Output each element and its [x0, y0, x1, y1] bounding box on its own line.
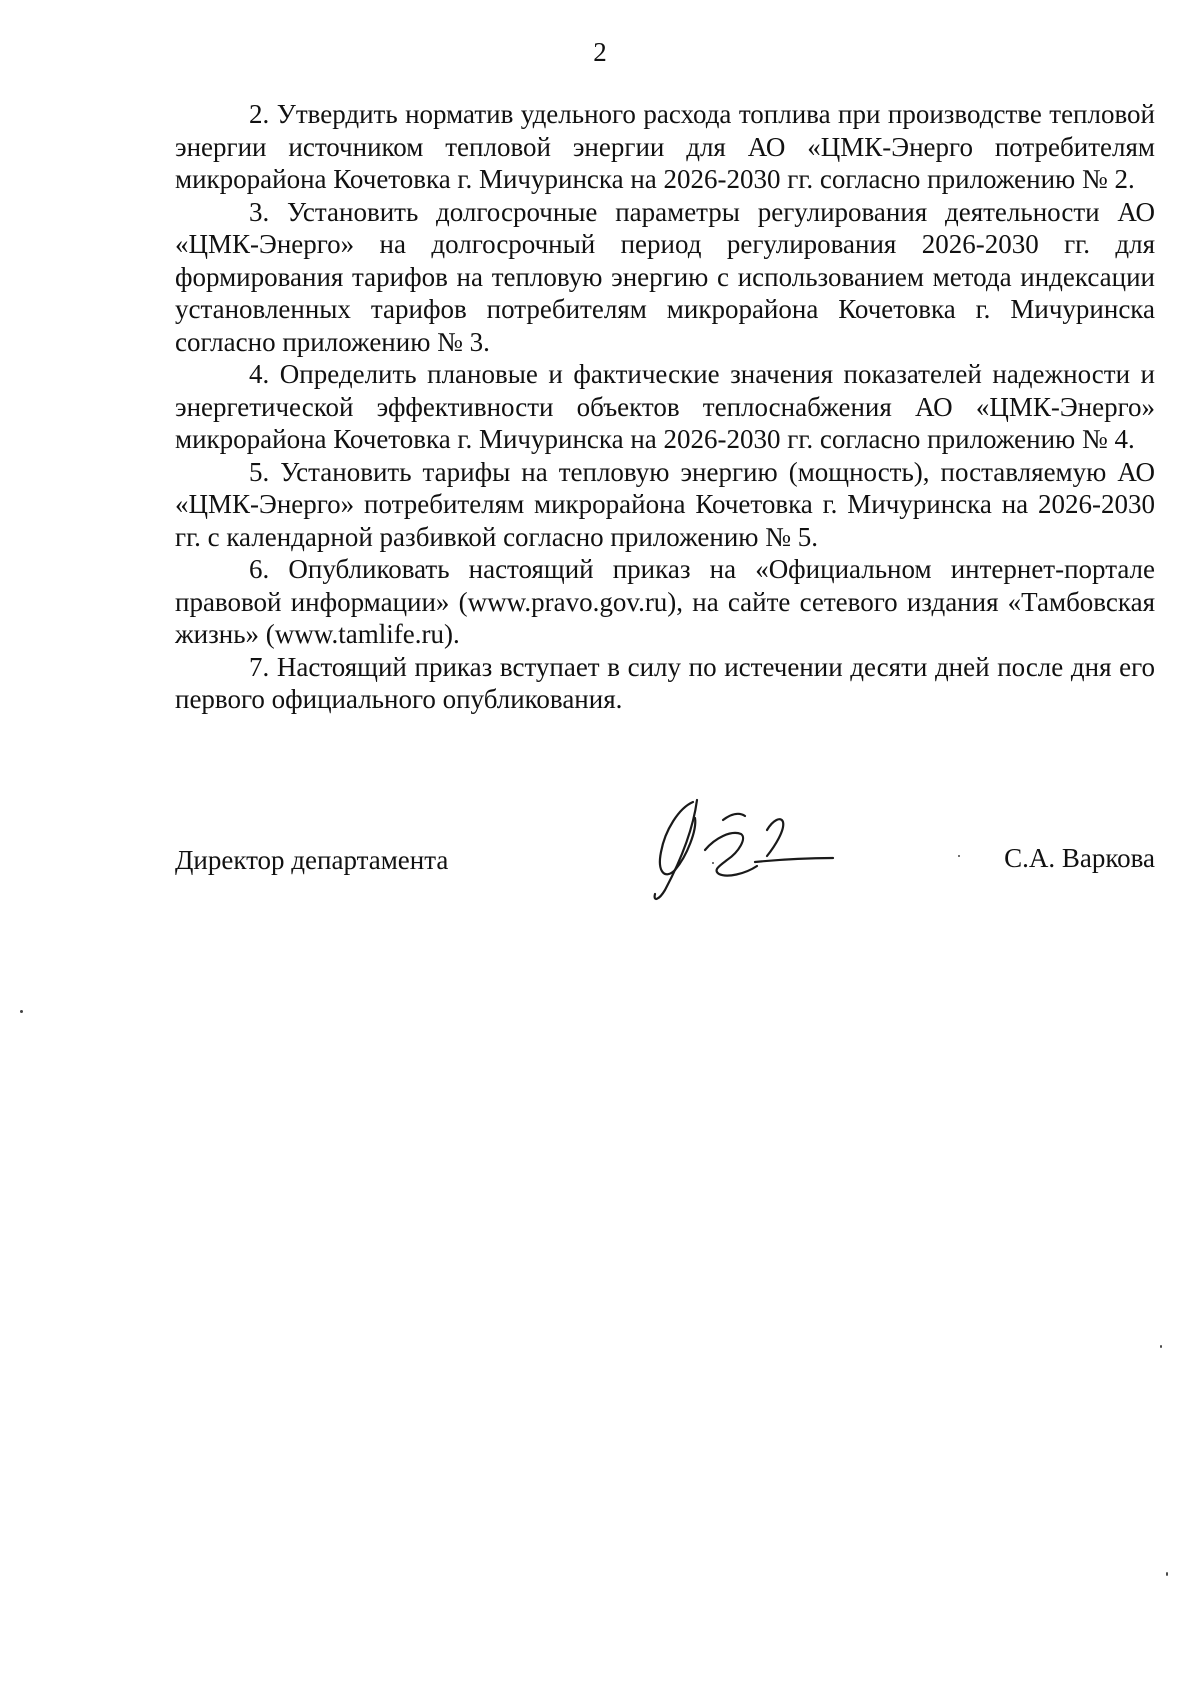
paragraph-item-4: 4. Определить плановые и фактические значения показателей надежности и энергетической эффективности объектов теплоснабжения АО «ЦМК-Энерго» микрорайона Кочетовка г. Мичуринска на 2026-2030 гг. согласно приложению № 4. [175, 359, 1155, 454]
signer-name: С.А. Варкова [1004, 843, 1155, 873]
scan-speck [20, 1010, 23, 1013]
paragraph-item-6: 6. Опубликовать настоящий приказ на «Официальном интернет-портале правовой информации» (www.pravo.gov.ru), на сайте сетевого издания «Тамбовская жизнь» (www.tamlife.ru). [175, 554, 1155, 649]
scan-speck [958, 855, 960, 857]
document-body [175, 98, 1155, 716]
paragraph-item-3: 3. Установить долгосрочные параметры регулирования деятельности АО «ЦМК-Энерго» на долгосрочный период регулирования 2026-2030 гг. для формирования тарифов на тепловую энергию с использованием метода индексации установленных тарифов потребителям микрорайона Кочетовка г. Мичуринска согласно приложению № 3. [175, 196, 1155, 357]
handwritten-signature-icon [635, 790, 835, 910]
signature-block [175, 790, 1155, 910]
scan-speck [1166, 1572, 1168, 1576]
scan-speck [712, 862, 714, 864]
page-number: 2 [593, 37, 607, 67]
scan-speck [1160, 1345, 1162, 1348]
paragraph-item-7: 7. Настоящий приказ вступает в силу по истечении десяти дней после дня его первого официального опубликования. [175, 651, 1155, 714]
signer-title: Директор департамента [175, 845, 449, 875]
paragraph-item-2: 2. Утвердить норматив удельного расхода топлива при производстве тепловой энергии источником тепловой энергии для АО «ЦМК-Энерго потребителям микрорайона Кочетовка г. Мичуринска на 2026-2030 гг. согласно приложению № 2. [175, 99, 1155, 194]
paragraph-item-5: 5. Установить тарифы на тепловую энергию (мощность), поставляемую АО «ЦМК-Энерго» потребителям микрорайона Кочетовка г. Мичуринска на 2026-2030 гг. с календарной разбивкой согласно приложению № 5. [175, 456, 1155, 552]
